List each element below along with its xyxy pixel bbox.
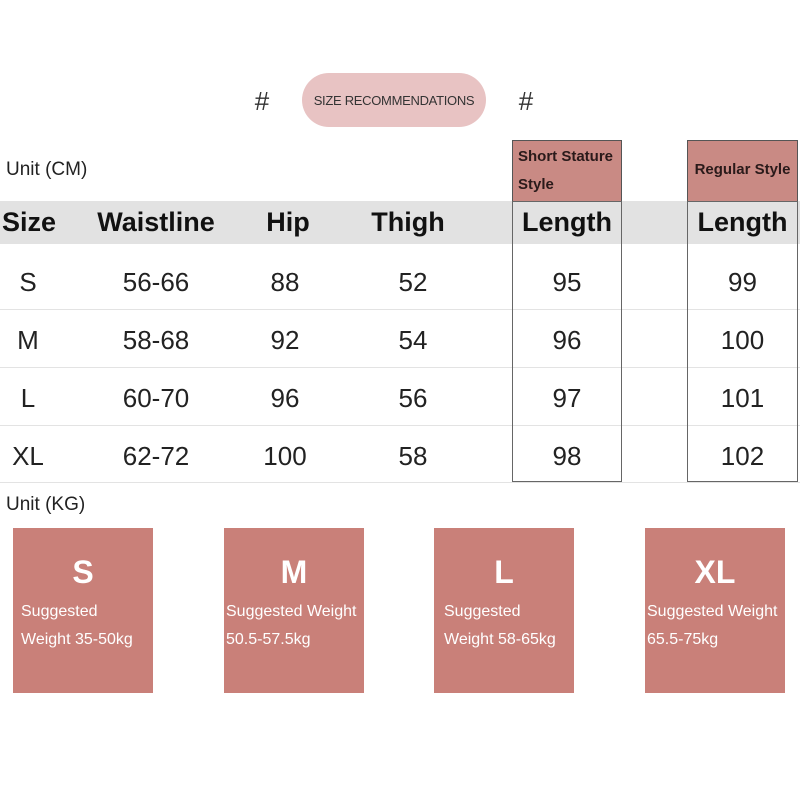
header-thigh: Thigh xyxy=(371,207,445,237)
card-weight-text: Suggested Weight 58-65kg xyxy=(444,603,556,648)
cell-length-regular: 102 xyxy=(720,441,765,471)
weight-card-xl xyxy=(645,528,785,693)
hash-right: # xyxy=(518,86,534,116)
card-weight-text: Suggested Weight 65.5-75kg xyxy=(647,603,778,648)
cell-size: XL xyxy=(12,441,44,471)
cell-hip: 92 xyxy=(270,325,300,355)
cell-length-short: 95 xyxy=(552,267,582,297)
regular-style-label: Regular Style xyxy=(687,140,798,202)
length-regular-column-frame xyxy=(687,201,798,482)
weight-card-m xyxy=(224,528,364,693)
weight-card-l xyxy=(434,528,574,693)
cell-length-short: 97 xyxy=(552,383,582,413)
cell-size: S xyxy=(19,267,37,297)
cell-length-short: 96 xyxy=(552,325,582,355)
cell-size: L xyxy=(20,383,36,413)
header-size: Size xyxy=(1,207,57,237)
page-title: SIZE RECOMMENDATIONS xyxy=(313,92,475,108)
cell-length-short: 98 xyxy=(552,441,582,471)
cell-waistline: 58-68 xyxy=(122,325,190,355)
header-waistline: Waistline xyxy=(97,207,215,237)
card-size-label: XL xyxy=(694,554,736,590)
cell-thigh: 56 xyxy=(398,383,428,413)
header-length-regular: Length xyxy=(697,207,788,237)
cell-hip: 100 xyxy=(263,441,307,471)
hash-left: # xyxy=(254,86,270,116)
card-size-label: S xyxy=(72,554,94,590)
cell-hip: 96 xyxy=(270,383,300,413)
header-hip: Hip xyxy=(266,207,310,237)
cell-thigh: 52 xyxy=(398,267,428,297)
cell-thigh: 54 xyxy=(398,325,428,355)
cell-waistline: 56-66 xyxy=(122,267,190,297)
cell-length-regular: 101 xyxy=(720,383,765,413)
card-weight-text: Suggested Weight 50.5-57.5kg xyxy=(226,603,357,648)
cell-size: M xyxy=(17,325,39,355)
cell-waistline: 60-70 xyxy=(122,383,190,413)
card-size-label: L xyxy=(494,554,514,590)
card-size-label: M xyxy=(280,554,308,590)
card-weight-text: Suggested Weight 35-50kg xyxy=(21,603,133,648)
cell-length-regular: 99 xyxy=(728,267,757,297)
cell-thigh: 58 xyxy=(398,441,428,471)
header-length-short: Length xyxy=(522,207,612,237)
size-recommendations-badge xyxy=(302,73,486,127)
weight-card-s xyxy=(13,528,153,693)
cell-length-regular: 100 xyxy=(720,325,765,355)
cell-waistline: 62-72 xyxy=(122,441,190,471)
cell-hip: 88 xyxy=(270,267,300,297)
unit-kg-label: Unit (KG) xyxy=(6,494,86,515)
unit-cm-label: Unit (CM) xyxy=(6,159,88,180)
length-short-column-frame xyxy=(512,201,622,482)
short-stature-style-label: Short Stature Style xyxy=(512,140,622,202)
